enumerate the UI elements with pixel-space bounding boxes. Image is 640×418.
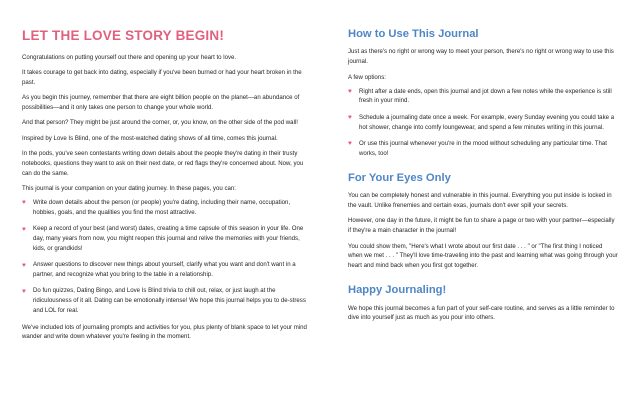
how-to-paragraph-2: A few options: — [348, 73, 386, 81]
list-item-text: Answer questions to discover new things about yourself, clarify what you want and don't want in a partner, and recognize what you bring to the table in a relationship. — [33, 261, 296, 279]
heart-icon: ♥ — [348, 88, 352, 96]
how-to-use-heading: How to Use This Journal — [348, 28, 479, 40]
list-item — [22, 260, 308, 280]
eyes-paragraph-2: However, one day in the future, it might be fun to share a page or two with your partner—especially if they're a main character in the journal! — [348, 217, 615, 235]
page-title: LET THE LOVE STORY BEGIN! — [22, 28, 225, 43]
happy-paragraph-1: We hope this journal becomes a fun part of your self-care routine, and serves as a little reminder to dive into yourself just as much as you pour into others. — [348, 304, 615, 322]
for-your-eyes-only-heading: For Your Eyes Only — [348, 171, 451, 184]
list-item — [22, 286, 308, 316]
heart-icon: ♥ — [348, 140, 352, 148]
eyes-paragraph-3: You could show them, "Here's what I wrote about our first date . . . " or "The first thing I noticed when we met . . . " They'll love time-traveling into the past and learning what was going through your heart and mind back when you first got together. — [348, 242, 618, 270]
list-item-text: Write down details about the person (or people) you're dating, including their name, occupation, hobbies, goals, and the qualities you find the most attractive. — [33, 198, 291, 216]
list-item-text: Do fun quizzes, Dating Bingo, and Love Is Blind trivia to chill out, relax, or just laugh at the ridiculousness of it all. Dating can be emotionally intense! We hope this journal helps you to de-stress and LOL for real. — [33, 287, 306, 315]
list-item — [348, 87, 618, 107]
list-item — [348, 139, 618, 159]
list-item-text: Or use this journal whenever you're in the mood without scheduling any particular time. That works, too! — [359, 139, 607, 157]
heart-icon: ♥ — [348, 114, 352, 122]
heart-icon: ♥ — [22, 287, 26, 295]
how-to-paragraph-1: Just as there's no right or wrong way to meet your person, there's no right or wrong way to use this journal. — [348, 48, 614, 66]
list-item-text: Schedule a journaling date once a week. For example, every Sunday evening you could take a hot shower, change into comfy loungewear, and spend a few minutes writing in this journal. — [359, 113, 615, 131]
intro-paragraph-4: And that person? They might be just around the corner, or, you know, on the other side of the pod wall! — [22, 119, 298, 127]
list-item — [22, 224, 308, 254]
eyes-paragraph-1: You can be completely honest and vulnerable in this journal. Everything you put inside is locked in the vault. Unlike frenemies and certain exas, journals don't ever spill your secrets. — [348, 192, 612, 209]
intro-paragraph-6: In the pods, you've seen contestants writing down details about the people they're dating in their trusty notebooks, questions they want to ask on their next date, or red flags they're concerned about. Now, you can do the same. — [22, 150, 304, 177]
list-item — [348, 113, 618, 133]
list-item — [22, 198, 308, 218]
left-column — [22, 28, 322, 408]
intro-paragraph-2: It takes courage to get back into dating, especially if you've been burned or had your heart broken in the past. — [22, 68, 302, 86]
list-item-text: Keep a record of your best (and worst) dates, creating a time capsule of this season in your life. One day, many years from now, you might reopen this journal and relive the memories with your friends, kids, or grandkids! — [33, 225, 304, 252]
intro-paragraph-5: Inspired by Love Is Blind, one of the most-watched dating shows of all time, comes this journal. — [22, 134, 278, 142]
happy-journaling-heading: Happy Journaling! — [348, 284, 447, 297]
intro-paragraph-7: This journal is your companion on your dating journey. In these pages, you can: — [22, 185, 236, 193]
closing-paragraph: We've included lots of journaling prompts and activities for you, plus plenty of blank space to let your mind wander and write down whatever you're feeling in the moment. — [22, 323, 307, 341]
heart-icon: ♥ — [22, 199, 26, 207]
heart-icon: ♥ — [22, 225, 26, 233]
right-column — [322, 28, 618, 408]
heart-icon: ♥ — [22, 261, 26, 269]
intro-paragraph-3: As you begin this journey, remember that there are eight billion people on the planet—an abundance of possibilities—and it only takes one person to change your whole world. — [22, 94, 300, 111]
how-to-bullet-list — [348, 87, 618, 159]
left-bullet-list — [22, 198, 308, 316]
list-item-text: Right after a date ends, open this journal and jot down a few notes while the experience is still fresh in your mind. — [359, 87, 612, 105]
intro-paragraph-1: Congratulations on putting yourself out there and opening up your heart to love. — [22, 53, 237, 61]
